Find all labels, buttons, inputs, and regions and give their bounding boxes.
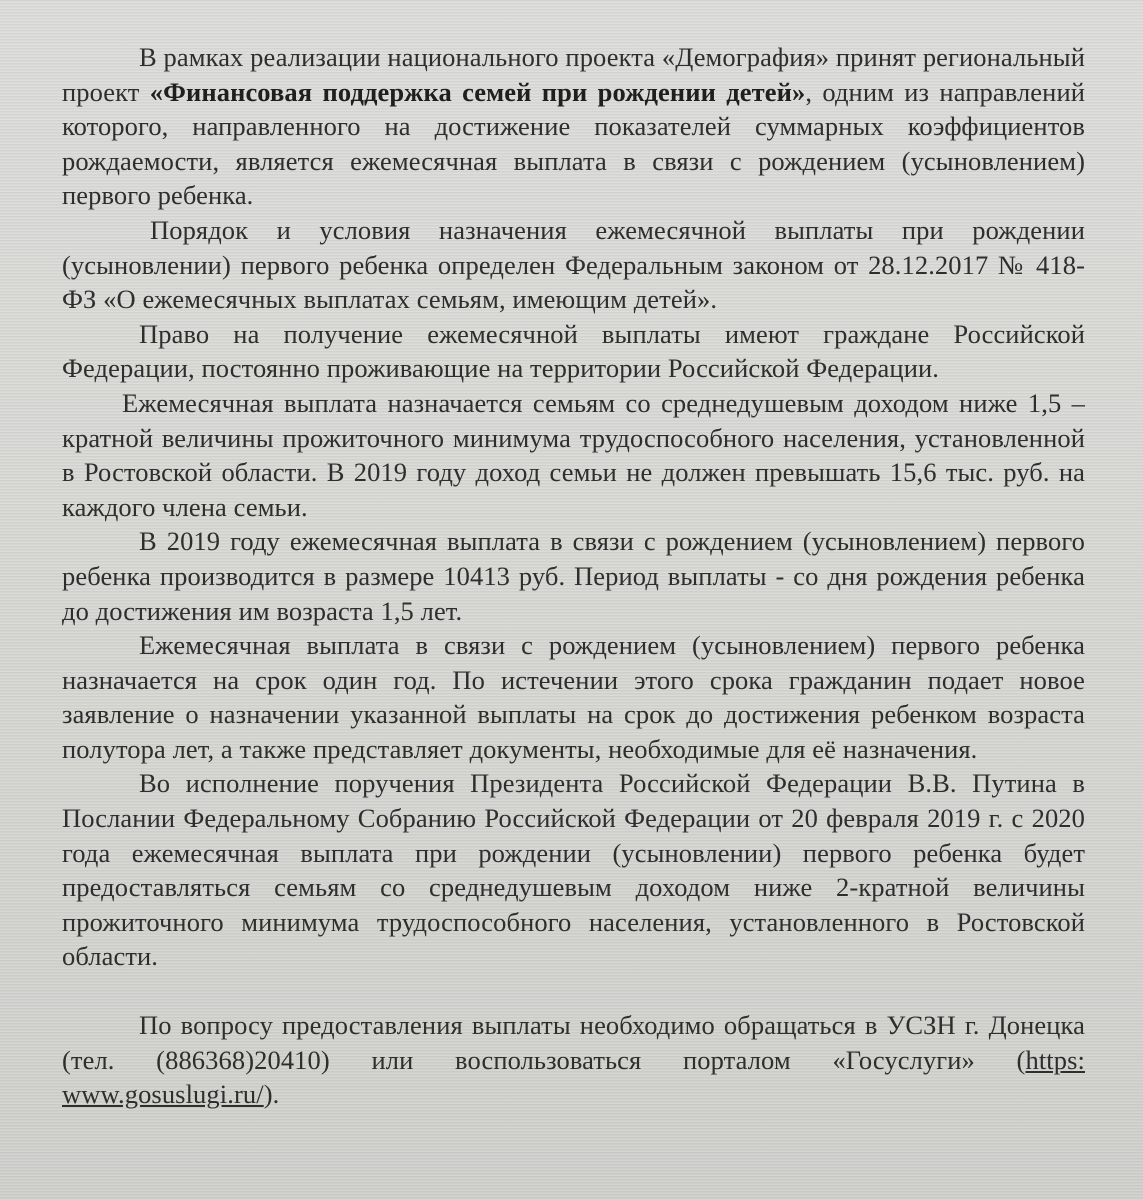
paragraph-lead-text: В рамках реализации национального проекта «Демография» принят региональный проект: [62, 42, 1085, 107]
paragraph-payment-term: Ежемесячная выплата в связи с рождением (усыновлением) первого ребенка назначается на срок один год. По истечении этого срока гражданин подает новое заявление о назначении указанной выплаты на срок до достижения ребенком возраста полутора лет, а также представляет документы, необходимые для её назначения.: [62, 630, 1085, 764]
paragraph-presidential-order: Во исполнение поручения Президента Российской Федерации В.В. Путина в Послании Федеральному Собранию Российской Федерации от 20 февраля 2019 г. с 2020 года ежемесячная выплата при рождении (усыновлении) первого ребенка будет предоставляться семьям со среднедушевым доходом ниже 2-кратной величины прожиточного минимума трудоспособного населения, установленного в Ростовской области.: [62, 768, 1085, 972]
contact-tail-text: ).: [263, 1079, 280, 1110]
paragraph-tail-text: , одним из направлений которого, направленного на достижение показателей суммарных коэффициентов рождаемости, является ежемесячная выплата в связи с рождением (усыновлением) первого ребенка.: [62, 76, 1086, 211]
contact-lead-text: По вопросу предоставления выплаты необходимо обращаться в УСЗН г. Донецка (тел. (886368)20410) или воспользоваться порталом «Госуслуги» (: [62, 1010, 1085, 1075]
project-title-bold: «Финансовая поддержка семей при рождении детей»: [149, 76, 806, 107]
paragraph-federal-law: Порядок и условия назначения ежемесячной выплаты при рождении (усыновлении) первого ребенка определен Федеральным законом от 28.12.2017 № 418-ФЗ «О ежемесячных выплатах семьям, имеющим детей».: [62, 214, 1085, 315]
paragraph-payment-amount: В 2019 году ежемесячная выплата в связи с рождением (усыновлением) первого ребенка производится в размере 10413 руб. Период выплаты - со дня рождения ребенка до достижения им возраста 1,5 лет.: [62, 526, 1085, 626]
paragraph-contact-info: [62, 1008, 1085, 1112]
paragraph-eligibility: Право на получение ежемесячной выплаты имеют граждане Российской Федерации, постоянно проживающие на территории Российской Федерации.: [62, 318, 1085, 384]
gosuslugi-link[interactable]: https: www.gosuslugi.ru/: [62, 1044, 1085, 1110]
paragraph-income-threshold: Ежемесячная выплата назначается семьям со среднедушевым доходом ниже 1,5 – кратной величины прожиточного минимума трудоспособного населения, установленной в Ростовской области. В 2019 году доход семьи не должен превышать 15,6 тыс. руб. на каждого члена семьи.: [62, 387, 1085, 522]
paragraph-regional-project: [62, 40, 1085, 213]
